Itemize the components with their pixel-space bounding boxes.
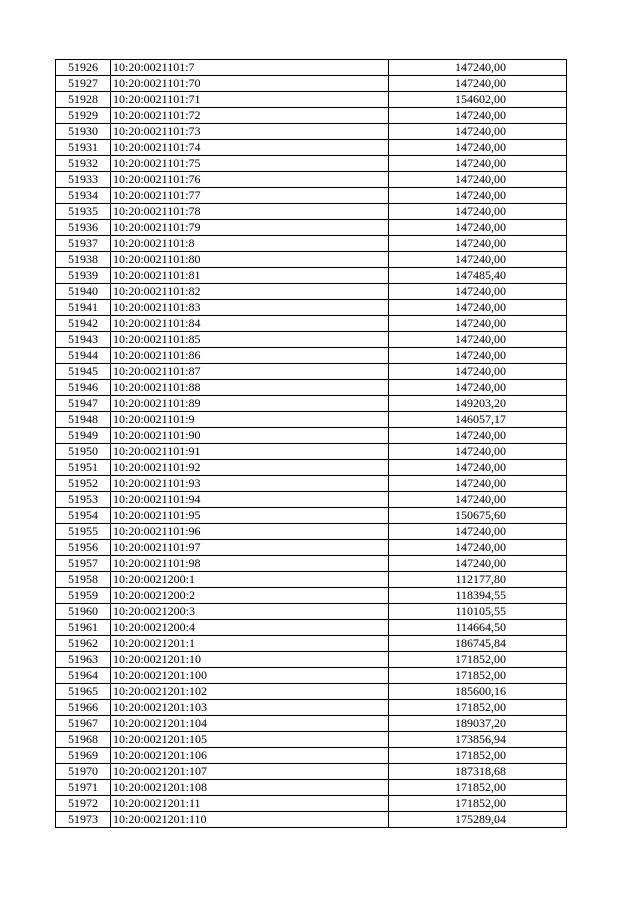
row-number-cell: 51930: [56, 124, 111, 140]
row-number-cell: 51941: [56, 300, 111, 316]
table-row: [56, 364, 567, 380]
cadastral-value-cell: 112177,80: [389, 572, 567, 588]
cadastral-value-cell: 147240,00: [389, 204, 567, 220]
cadastral-value-cell: 147240,00: [389, 124, 567, 140]
cadastral-number-cell: 10:20:0021101:76: [111, 172, 389, 188]
cadastral-value-cell: 147240,00: [389, 60, 567, 76]
table-row: [56, 460, 567, 476]
cadastral-value-cell: 147240,00: [389, 316, 567, 332]
row-number-cell: 51967: [56, 716, 111, 732]
cadastral-value-table: [55, 59, 567, 828]
cadastral-number-cell: 10:20:0021101:88: [111, 380, 389, 396]
row-number-cell: 51934: [56, 188, 111, 204]
cadastral-number-cell: 10:20:0021101:72: [111, 108, 389, 124]
cadastral-number-cell: 10:20:0021101:98: [111, 556, 389, 572]
table-row: [56, 668, 567, 684]
cadastral-number-cell: 10:20:0021200:2: [111, 588, 389, 604]
table-row: [56, 588, 567, 604]
cadastral-value-cell: 149203,20: [389, 396, 567, 412]
cadastral-number-cell: 10:20:0021101:70: [111, 76, 389, 92]
cadastral-value-cell: 118394,55: [389, 588, 567, 604]
cadastral-number-cell: 10:20:0021101:82: [111, 284, 389, 300]
table-row: [56, 636, 567, 652]
cadastral-number-cell: 10:20:0021101:7: [111, 60, 389, 76]
cadastral-value-cell: 175289,04: [389, 812, 567, 828]
cadastral-number-cell: 10:20:0021101:79: [111, 220, 389, 236]
row-number-cell: 51956: [56, 540, 111, 556]
cadastral-number-cell: 10:20:0021101:75: [111, 156, 389, 172]
cadastral-value-cell: 171852,00: [389, 796, 567, 812]
table-row: [56, 348, 567, 364]
table-row: [56, 380, 567, 396]
row-number-cell: 51929: [56, 108, 111, 124]
table-row: [56, 652, 567, 668]
cadastral-value-cell: 147240,00: [389, 140, 567, 156]
table-row: [56, 684, 567, 700]
cadastral-number-cell: 10:20:0021201:102: [111, 684, 389, 700]
cadastral-number-cell: 10:20:0021101:95: [111, 508, 389, 524]
table-row: [56, 188, 567, 204]
table-row: [56, 140, 567, 156]
cadastral-value-cell: 147240,00: [389, 332, 567, 348]
row-number-cell: 51945: [56, 364, 111, 380]
row-number-cell: 51972: [56, 796, 111, 812]
cadastral-value-cell: 147240,00: [389, 284, 567, 300]
row-number-cell: 51957: [56, 556, 111, 572]
cadastral-value-cell: 110105,55: [389, 604, 567, 620]
cadastral-value-cell: 147240,00: [389, 108, 567, 124]
cadastral-number-cell: 10:20:0021101:71: [111, 92, 389, 108]
cadastral-number-cell: 10:20:0021101:74: [111, 140, 389, 156]
cadastral-number-cell: 10:20:0021101:90: [111, 428, 389, 444]
row-number-cell: 51966: [56, 700, 111, 716]
cadastral-number-cell: 10:20:0021201:10: [111, 652, 389, 668]
row-number-cell: 51951: [56, 460, 111, 476]
row-number-cell: 51971: [56, 780, 111, 796]
cadastral-number-cell: 10:20:0021101:96: [111, 524, 389, 540]
cadastral-number-cell: 10:20:0021201:11: [111, 796, 389, 812]
cadastral-number-cell: 10:20:0021101:89: [111, 396, 389, 412]
table-row: [56, 156, 567, 172]
row-number-cell: 51935: [56, 204, 111, 220]
cadastral-value-cell: 173856,94: [389, 732, 567, 748]
cadastral-value-cell: 147485,40: [389, 268, 567, 284]
cadastral-value-cell: 147240,00: [389, 492, 567, 508]
cadastral-number-cell: 10:20:0021201:100: [111, 668, 389, 684]
row-number-cell: 51964: [56, 668, 111, 684]
table-row: [56, 444, 567, 460]
row-number-cell: 51968: [56, 732, 111, 748]
cadastral-value-cell: 147240,00: [389, 300, 567, 316]
cadastral-number-cell: 10:20:0021101:86: [111, 348, 389, 364]
cadastral-value-cell: 147240,00: [389, 364, 567, 380]
cadastral-value-cell: 147240,00: [389, 476, 567, 492]
table-row: [56, 540, 567, 556]
cadastral-value-cell: 187318,68: [389, 764, 567, 780]
table-row: [56, 716, 567, 732]
row-number-cell: 51973: [56, 812, 111, 828]
table-row: [56, 764, 567, 780]
row-number-cell: 51953: [56, 492, 111, 508]
row-number-cell: 51944: [56, 348, 111, 364]
cadastral-value-cell: 154602,00: [389, 92, 567, 108]
row-number-cell: 51928: [56, 92, 111, 108]
table-row: [56, 220, 567, 236]
cadastral-number-cell: 10:20:0021101:93: [111, 476, 389, 492]
cadastral-number-cell: 10:20:0021101:77: [111, 188, 389, 204]
table-row: [56, 124, 567, 140]
table-row: [56, 412, 567, 428]
row-number-cell: 51960: [56, 604, 111, 620]
row-number-cell: 51947: [56, 396, 111, 412]
row-number-cell: 51926: [56, 60, 111, 76]
table-row: [56, 268, 567, 284]
table-row: [56, 332, 567, 348]
row-number-cell: 51940: [56, 284, 111, 300]
cadastral-value-cell: 147240,00: [389, 348, 567, 364]
cadastral-number-cell: 10:20:0021101:83: [111, 300, 389, 316]
row-number-cell: 51948: [56, 412, 111, 428]
cadastral-value-cell: 147240,00: [389, 524, 567, 540]
row-number-cell: 51936: [56, 220, 111, 236]
cadastral-number-cell: 10:20:0021201:110: [111, 812, 389, 828]
table-row: [56, 92, 567, 108]
cadastral-number-cell: 10:20:0021200:1: [111, 572, 389, 588]
cadastral-value-cell: 146057,17: [389, 412, 567, 428]
table-row: [56, 428, 567, 444]
table-row: [56, 300, 567, 316]
cadastral-value-cell: 147240,00: [389, 220, 567, 236]
table-row: [56, 812, 567, 828]
row-number-cell: 51959: [56, 588, 111, 604]
cadastral-value-cell: 171852,00: [389, 748, 567, 764]
table-row: [56, 284, 567, 300]
cadastral-value-cell: 147240,00: [389, 156, 567, 172]
row-number-cell: 51950: [56, 444, 111, 460]
table-row: [56, 476, 567, 492]
table-row: [56, 236, 567, 252]
cadastral-value-cell: 185600,16: [389, 684, 567, 700]
cadastral-value-cell: 147240,00: [389, 76, 567, 92]
cadastral-value-cell: 147240,00: [389, 380, 567, 396]
cadastral-number-cell: 10:20:0021101:78: [111, 204, 389, 220]
table-row: [56, 396, 567, 412]
row-number-cell: 51937: [56, 236, 111, 252]
cadastral-number-cell: 10:20:0021101:97: [111, 540, 389, 556]
row-number-cell: 51949: [56, 428, 111, 444]
row-number-cell: 51931: [56, 140, 111, 156]
table-row: [56, 60, 567, 76]
cadastral-value-cell: 171852,00: [389, 668, 567, 684]
cadastral-value-cell: 147240,00: [389, 236, 567, 252]
table-row: [56, 524, 567, 540]
table-row: [56, 620, 567, 636]
row-number-cell: 51965: [56, 684, 111, 700]
table-body: [56, 60, 567, 828]
table-row: [56, 748, 567, 764]
cadastral-number-cell: 10:20:0021101:80: [111, 252, 389, 268]
table-row: [56, 604, 567, 620]
row-number-cell: 51938: [56, 252, 111, 268]
row-number-cell: 51969: [56, 748, 111, 764]
cadastral-value-cell: 147240,00: [389, 556, 567, 572]
row-number-cell: 51932: [56, 156, 111, 172]
cadastral-number-cell: 10:20:0021101:81: [111, 268, 389, 284]
table-row: [56, 508, 567, 524]
cadastral-number-cell: 10:20:0021101:84: [111, 316, 389, 332]
row-number-cell: 51963: [56, 652, 111, 668]
table-row: [56, 700, 567, 716]
cadastral-value-cell: 147240,00: [389, 460, 567, 476]
row-number-cell: 51942: [56, 316, 111, 332]
row-number-cell: 51954: [56, 508, 111, 524]
cadastral-number-cell: 10:20:0021101:73: [111, 124, 389, 140]
cadastral-number-cell: 10:20:0021101:85: [111, 332, 389, 348]
cadastral-value-cell: 147240,00: [389, 172, 567, 188]
cadastral-value-cell: 171852,00: [389, 652, 567, 668]
cadastral-value-cell: 171852,00: [389, 700, 567, 716]
cadastral-number-cell: 10:20:0021201:1: [111, 636, 389, 652]
row-number-cell: 51962: [56, 636, 111, 652]
cadastral-number-cell: 10:20:0021201:108: [111, 780, 389, 796]
cadastral-value-cell: 150675,60: [389, 508, 567, 524]
table-row: [56, 172, 567, 188]
table-row: [56, 796, 567, 812]
cadastral-number-cell: 10:20:0021201:104: [111, 716, 389, 732]
cadastral-value-cell: 147240,00: [389, 540, 567, 556]
cadastral-value-cell: 114664,50: [389, 620, 567, 636]
row-number-cell: 51946: [56, 380, 111, 396]
cadastral-value-cell: 147240,00: [389, 444, 567, 460]
cadastral-number-cell: 10:20:0021101:91: [111, 444, 389, 460]
row-number-cell: 51952: [56, 476, 111, 492]
table-row: [56, 76, 567, 92]
table-row: [56, 316, 567, 332]
cadastral-value-cell: 189037,20: [389, 716, 567, 732]
table-row: [56, 780, 567, 796]
cadastral-value-cell: 147240,00: [389, 428, 567, 444]
table-row: [56, 572, 567, 588]
row-number-cell: 51927: [56, 76, 111, 92]
cadastral-number-cell: 10:20:0021101:92: [111, 460, 389, 476]
row-number-cell: 51933: [56, 172, 111, 188]
cadastral-value-cell: 186745,84: [389, 636, 567, 652]
table-row: [56, 492, 567, 508]
table-row: [56, 556, 567, 572]
row-number-cell: 51955: [56, 524, 111, 540]
cadastral-number-cell: 10:20:0021200:3: [111, 604, 389, 620]
cadastral-value-cell: 147240,00: [389, 252, 567, 268]
cadastral-number-cell: 10:20:0021101:87: [111, 364, 389, 380]
cadastral-number-cell: 10:20:0021201:106: [111, 748, 389, 764]
table-row: [56, 732, 567, 748]
row-number-cell: 51958: [56, 572, 111, 588]
table-row: [56, 252, 567, 268]
cadastral-number-cell: 10:20:0021201:103: [111, 700, 389, 716]
row-number-cell: 51939: [56, 268, 111, 284]
cadastral-number-cell: 10:20:0021201:107: [111, 764, 389, 780]
cadastral-number-cell: 10:20:0021101:94: [111, 492, 389, 508]
row-number-cell: 51961: [56, 620, 111, 636]
row-number-cell: 51970: [56, 764, 111, 780]
row-number-cell: 51943: [56, 332, 111, 348]
table-row: [56, 108, 567, 124]
cadastral-number-cell: 10:20:0021101:9: [111, 412, 389, 428]
cadastral-value-cell: 147240,00: [389, 188, 567, 204]
cadastral-number-cell: 10:20:0021201:105: [111, 732, 389, 748]
cadastral-value-cell: 171852,00: [389, 780, 567, 796]
cadastral-number-cell: 10:20:0021101:8: [111, 236, 389, 252]
cadastral-number-cell: 10:20:0021200:4: [111, 620, 389, 636]
table-row: [56, 204, 567, 220]
